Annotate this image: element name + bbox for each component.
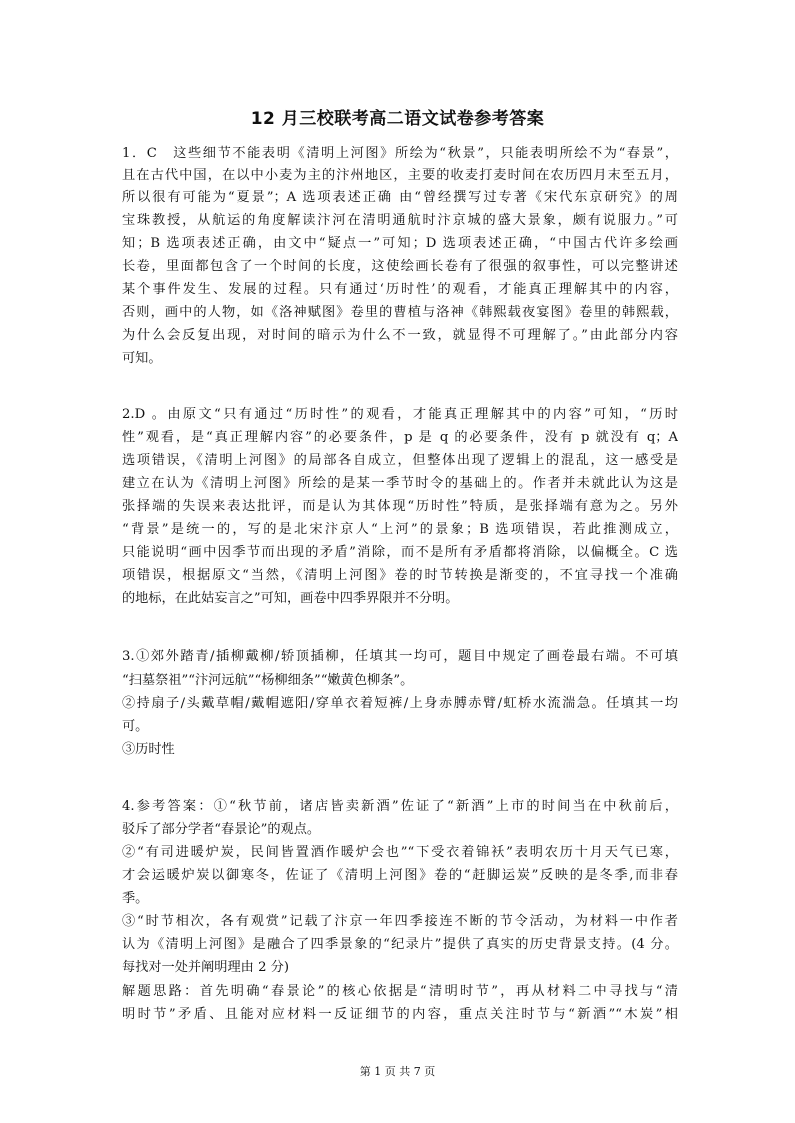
answer-1-line-5: 知；B 选项表述正确，由文中“疑点一”可知；D 选项表述正确，“中国古代许多绘画 <box>122 236 678 251</box>
answer-3-line-5: ③历时性 <box>122 742 175 757</box>
answer-1-line-3: 所以很有可能为“夏景”；A 选项表述正确 由“曾经撰写过专著《宋代东京研究》的周 <box>122 190 678 205</box>
answer-2-line-9: 的地标，在此姑妄言之”可知，画卷中四季界限并不分明。 <box>122 591 459 606</box>
answer-4-line-3: ②“有司进暖炉炭，民间皆置酒作暖炉会也”“下受衣着锦袄”表明农历十月天气已寒， <box>122 845 678 860</box>
answer-2-line-7: 只能说明“画中因季节而出现的矛盾”消除，而不是所有矛盾都将消除，以偏概全。C 选 <box>122 545 678 560</box>
answer-4-line-1: 4.参考答案：①“秋节前，诸店皆卖新酒”佐证了“新酒”上市的时间当在中秋前后， <box>122 799 678 814</box>
page-footer: 第 1 页 共 7 页 <box>359 1065 436 1078</box>
answer-3-line-2: “扫墓祭祖”“汴河远航”“杨柳细条”“嫩黄色柳条”。 <box>122 673 414 688</box>
answer-4-line-10: 明时节”矛盾、且能对应材料一反证细节的内容，重点关注时节与“新酒”“木炭”相 <box>122 1007 678 1022</box>
answer-4-line-8: 每找对一处并阐明理由 2 分) <box>122 960 289 975</box>
answer-2-line-4: 建立在认为《清明上河图》所绘的是某一季节时令的基础上的。作者并未就此认为这是 <box>122 476 678 491</box>
answer-1-line-1: 1．C 这些细节不能表明《清明上河图》所绘为“秋景”，只能表明所绘不为“春景”， <box>122 146 678 161</box>
answer-3-line-1: 3.①郊外踏青/插柳戴柳/轿顶插柳，任填其一均可，题目中规定了画卷最右端。不可填 <box>122 649 678 664</box>
answer-3-line-4: 可。 <box>122 719 149 734</box>
answer-2-line-1: 2.D 。由原文“只有通过“历时性”的观看，才能真正理解其中的内容”可知，“历时 <box>122 407 678 422</box>
answer-1-line-10: 可知。 <box>122 351 162 366</box>
answer-1-line-6: 长卷，里面都包含了一个时间的长度，这使绘画长卷有了很强的叙事性，可以完整讲述 <box>122 259 678 274</box>
answer-4-line-5: 季。 <box>122 891 149 906</box>
answer-2-line-3: 选项错误，《清明上河图》的局部各自成立，但整体出现了逻辑上的混乱，这一感受是 <box>122 453 678 468</box>
answer-2-line-5: 张择端的失误来表达批评，而是认为其体现“历时性”特质，是张择端有意为之。另外 <box>122 499 678 514</box>
answer-4-line-7: 认为《清明上河图》是融合了四季景象的“纪录片”提供了真实的历史背景支持。(4 分。 <box>122 937 678 952</box>
answer-4-line-4: 才会运暖炉炭以御寒冬，佐证了《清明上河图》卷的“赶脚运炭”反映的是冬季,而非春 <box>122 868 678 883</box>
answer-4-line-9: 解题思路：首先明确“春景论”的核心依据是“清明时节”，再从材料二中寻找与“清 <box>122 984 678 999</box>
answer-2-line-8: 项错误，根据原文“当然，《清明上河图》卷的时节转换是渐变的，不宜寻找一个准确 <box>122 568 678 583</box>
answer-4-line-6: ③“时节相次，各有观赏”记载了汴京一年四季接连不断的节令活动，为材料一中作者 <box>122 914 678 929</box>
answer-1-line-4: 宝珠教授，从航运的角度解读汴河在清明通航时汴京城的盛大景象，颇有说服力。”可 <box>122 213 678 228</box>
answer-3-line-3: ②持扇子/头戴草帽/戴帽遮阳/穿单衣着短裤/上身赤膊赤臂/虹桥水流湍急。任填其一均 <box>122 696 678 711</box>
answer-2-line-6: “背景”是统一的，写的是北宋汴京人“上河”的景象；B 选项错误，若此推测成立， <box>122 522 678 537</box>
answer-1-line-8: 否则，画中的人物，如《洛神赋图》卷里的曹植与洛神《韩熙载夜宴图》卷里的韩熙载， <box>122 305 678 320</box>
answer-1-line-2: 且在古代中国，在以中小麦为主的汴州地区，主要的收麦打麦时间在农历四月末至五月， <box>122 168 678 183</box>
answer-1-line-7: 某个事件发生、发展的过程。只有通过‘历时性’的观看，才能真正理解其中的内容， <box>122 282 678 297</box>
page-title: 12 月三校联考高二语文试卷参考答案 <box>250 109 545 129</box>
answer-2-line-2: 性”观看，是“真正理解内容”的必要条件，p 是 q 的必要条件，没有 p 就没有 q；A <box>122 430 678 445</box>
answer-1-line-9: 为什么会反复出现，对时间的暗示为什么不一致，就显得不可理解了。”由此部分内容 <box>122 328 678 343</box>
answer-4-line-2: 驳斥了部分学者“春景论”的观点。 <box>122 822 321 837</box>
